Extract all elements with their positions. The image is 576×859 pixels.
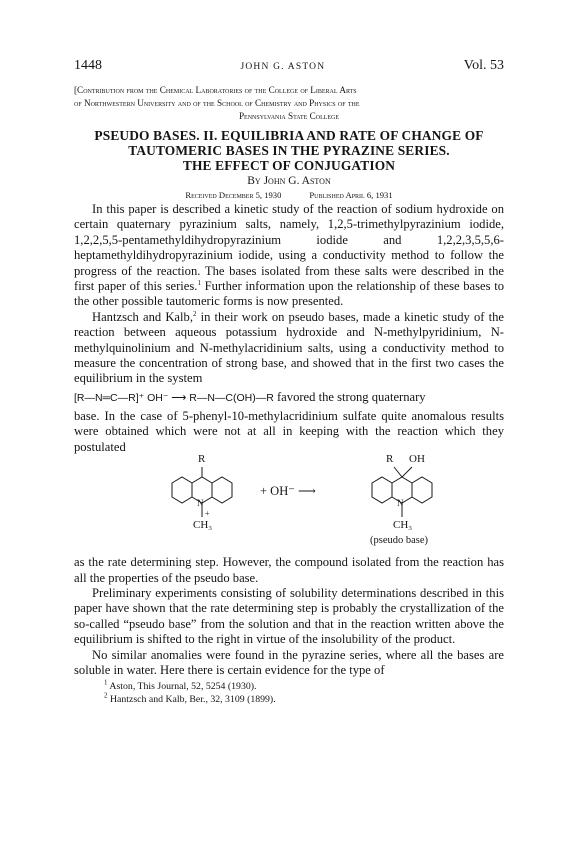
right-oh-label: OH: [409, 453, 425, 466]
page-number: 1448: [74, 58, 102, 73]
footnote-2-text: Hantzsch and Kalb, Ber., 32, 3109 (1899).: [109, 693, 276, 705]
right-n-label: N: [397, 498, 404, 509]
contribution-line-2: of Northwestern University and of the School of Chemistry and Physics of the: [74, 98, 360, 108]
right-r-label: R: [386, 453, 394, 466]
title-line-3: THE EFFECT OF CONJUGATION: [182, 158, 396, 173]
footnote-2: [104, 691, 504, 707]
pseudo-base-caption: (pseudo base): [370, 535, 429, 547]
paragraph-1: [74, 202, 504, 310]
paragraph-3: as the rate determining step. However, the compound isolated from the reaction has all the properties of the pseudo base.: [74, 555, 504, 585]
structure-drawing: [74, 455, 504, 555]
byline: [74, 175, 504, 187]
running-header: [74, 58, 504, 78]
left-ring-right: [212, 477, 232, 503]
footnote-2-number: 2: [104, 691, 108, 700]
date-line: [74, 190, 504, 200]
footnote-1: [104, 681, 504, 694]
paragraph-2-continued: base. In the case of 5-phenyl-10-methylacridinium sulfate quite anomalous results were obtained which were not at all in keeping with the reaction which they postulated: [74, 408, 504, 454]
title-line-1: PSEUDO BASES. II. EQUILIBRIA AND RATE OF CHANGE OF: [94, 128, 484, 143]
footnotes: [74, 681, 504, 706]
paragraph-2: [74, 310, 504, 387]
paragraph-2-rest: in their work on pseudo bases, made a kinetic study of the reaction between aqueous potassium hydroxide and N-methylpyridinium, N-methylquinolinium and N-methylacridinium salts, using a conductivity method to measure the concentration of strong base, and showed that in the first two cases the equilibrium in the system: [74, 309, 504, 386]
contribution-line-3: Pennsylvania State College: [238, 111, 340, 121]
paper-title: [74, 128, 504, 173]
equilibrium-equation: [74, 387, 504, 409]
title-line-2: TAUTOMERIC BASES IN THE PYRAZINE SERIES.: [128, 143, 450, 158]
right-ring-right: [412, 477, 432, 503]
contribution-line-1: [Contribution from the Chemical Laboratories of the College of Liberal Arts: [74, 85, 357, 95]
author-name: John G. Aston: [263, 175, 331, 187]
left-ring-left: [172, 477, 192, 503]
volume-label: Vol. 53: [463, 58, 504, 73]
left-r-label: R: [198, 453, 206, 466]
byline-by: By: [247, 175, 261, 187]
left-plus-label: +: [205, 509, 210, 519]
contribution-note: [74, 84, 504, 123]
paragraph-1-text: In this paper is described a kinetic study of the reaction of sodium hydroxide on certain quaternary pyrazinium salts, namely, 1,2,5-trimethylpyrazinium iodide, 1,2,2,5,5-pentamethyldihydropyrazinium iodide and 1,2,2,3,5,5,6-heptamethyldihydropyrazinium iodide, using a conductivity method to follow the progress of the reaction. The bases isolated from these salts were described in the first paper of this series.: [74, 202, 504, 294]
paragraph-1-end: Further information upon the relationship of these bases to the other possible tautomeric forms is now presented.: [74, 279, 504, 309]
equation-tail: favored the strong quaternary: [276, 389, 426, 404]
reaction-operator: + OH⁻ ⟶: [260, 484, 316, 499]
footnote-1-text: Aston, This Journal, 52, 5254 (1930).: [109, 681, 257, 693]
right-ring-left: [372, 477, 392, 503]
paragraph-5: No similar anomalies were found in the pyrazine series, where all the bases are soluble in water. Here there is certain evidence for the type of: [74, 647, 504, 677]
acridinium-reaction-scheme: [74, 455, 504, 555]
left-ch3-label: CH₃: [193, 519, 213, 532]
received-date: Received December 5, 1930: [185, 190, 282, 200]
journal-page: [74, 58, 504, 706]
footnote-ref-2[interactable]: 2: [192, 309, 197, 318]
paragraph-4: Preliminary experiments consisting of solubility determinations described in this paper have shown that the rate determining step is probably the crystallization of the so-called “pseudo base” from the solution and that in the reaction written above the equilibrium is shifted to the right in virtue of the insolubility of the product.: [74, 585, 504, 647]
left-n-label: N: [197, 498, 204, 509]
published-date: Published April 6, 1931: [309, 190, 393, 200]
paragraph-2-start: Hantzsch and Kalb,: [92, 309, 193, 324]
footnote-1-number: 1: [104, 679, 108, 688]
equation-formula: [R—N═C—R]⁺ OH⁻ ⟶ R—N—C(OH)—R: [74, 391, 274, 404]
footnote-ref-1[interactable]: 1: [197, 278, 201, 287]
right-ch3-label: CH₃: [393, 519, 413, 532]
running-head: JOHN G. ASTON: [240, 62, 326, 72]
